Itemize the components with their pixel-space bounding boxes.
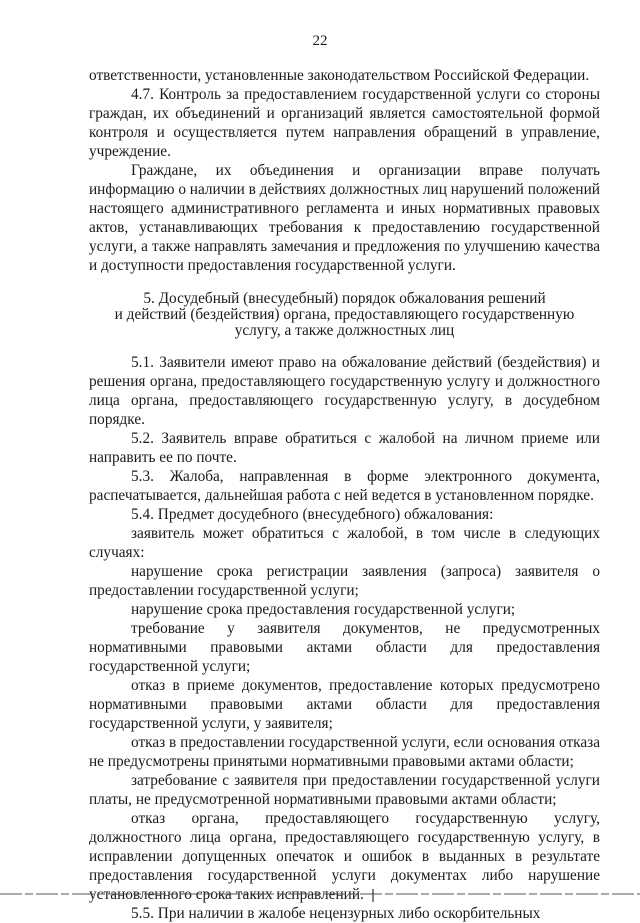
paragraph: 5.5. При наличии в жалобе нецензурных либо оскорбительных <box>131 905 541 922</box>
section-heading-line: и действий (бездействия) органа, предоставляющего государственную <box>114 306 575 323</box>
section-heading-line: 5. Досудебный (внесудебный) порядок обжалования решений <box>143 290 546 307</box>
scan-edge-line <box>0 884 640 904</box>
list-item: затребование с заявителя при предоставлении государственной услуги платы, не предусмотренной нормативными правовыми актами области; <box>89 772 600 808</box>
paragraph: Граждане, их объединения и организации вправе получать информацию о наличии в действиях должностных лиц нарушений положений настоящего административного регламента и иных нормативных правовых актов, устанавливающих требования к предоставлению государственной услуги, а также направлять замечания и предложения по улучшению качества и доступности предоставления государственной услуги. <box>89 162 600 274</box>
paragraph: 5.1. Заявители имеют право на обжалование действий (бездействия) и решения органа, предоставляющего государственную услугу и должностного лица органа, предоставляющего государственную услугу, в досудебном порядке. <box>89 354 600 428</box>
paragraph: 5.3. Жалоба, направленная в форме электронного документа, распечатывается, дальнейшая работа с ней ведется в установленном порядке. <box>89 468 600 504</box>
section-heading <box>89 291 600 339</box>
paragraph: ответственности, установленные законодательством Российской Федерации. <box>89 67 590 84</box>
list-item: нарушение срока регистрации заявления (запроса) заявителя о предоставлении государственной услуги; <box>89 563 600 599</box>
list-item: отказ органа, предоставляющего государственную услугу, должностного лица органа, предоставляющего государственную услугу, в исправлении допущенных опечаток и ошибок в выданных в результате предоставления государственной услуги документах либо нарушение установленного срока таких исправлений. <box>89 810 600 903</box>
list-item: отказ в предоставлении государственной услуги, если основания отказа не предусмотрены принятыми нормативными правовыми актами области; <box>89 734 600 770</box>
document-body <box>89 66 600 923</box>
list-item: отказ в приеме документов, предоставление которых предусмотрено нормативными правовыми актами области для предоставления государственной услуги, у заявителя; <box>89 677 600 732</box>
paragraph: 5.4. Предмет досудебного (внесудебного) обжалования: <box>131 506 494 523</box>
page-number: 22 <box>312 33 328 49</box>
list-item: требование у заявителя документов, не предусмотренных нормативными правовыми актами области для предоставления государственной услуги; <box>89 620 600 675</box>
section-heading-line: услугу, а также должностных лиц <box>234 322 455 339</box>
paragraph: заявитель может обратиться с жалобой, в том числе в следующих случаях: <box>89 525 600 561</box>
list-item: нарушение срока предоставления государственной услуги; <box>131 601 516 618</box>
paragraph: 4.7. Контроль за предоставлением государственной услуги со стороны граждан, их объединений и организаций является самостоятельной формой контроля и осуществляется путем направления обращений в управление, учреждение. <box>89 86 600 160</box>
paragraph: 5.2. Заявитель вправе обратиться с жалобой на личном приеме или направить ее по почте. <box>89 430 600 466</box>
